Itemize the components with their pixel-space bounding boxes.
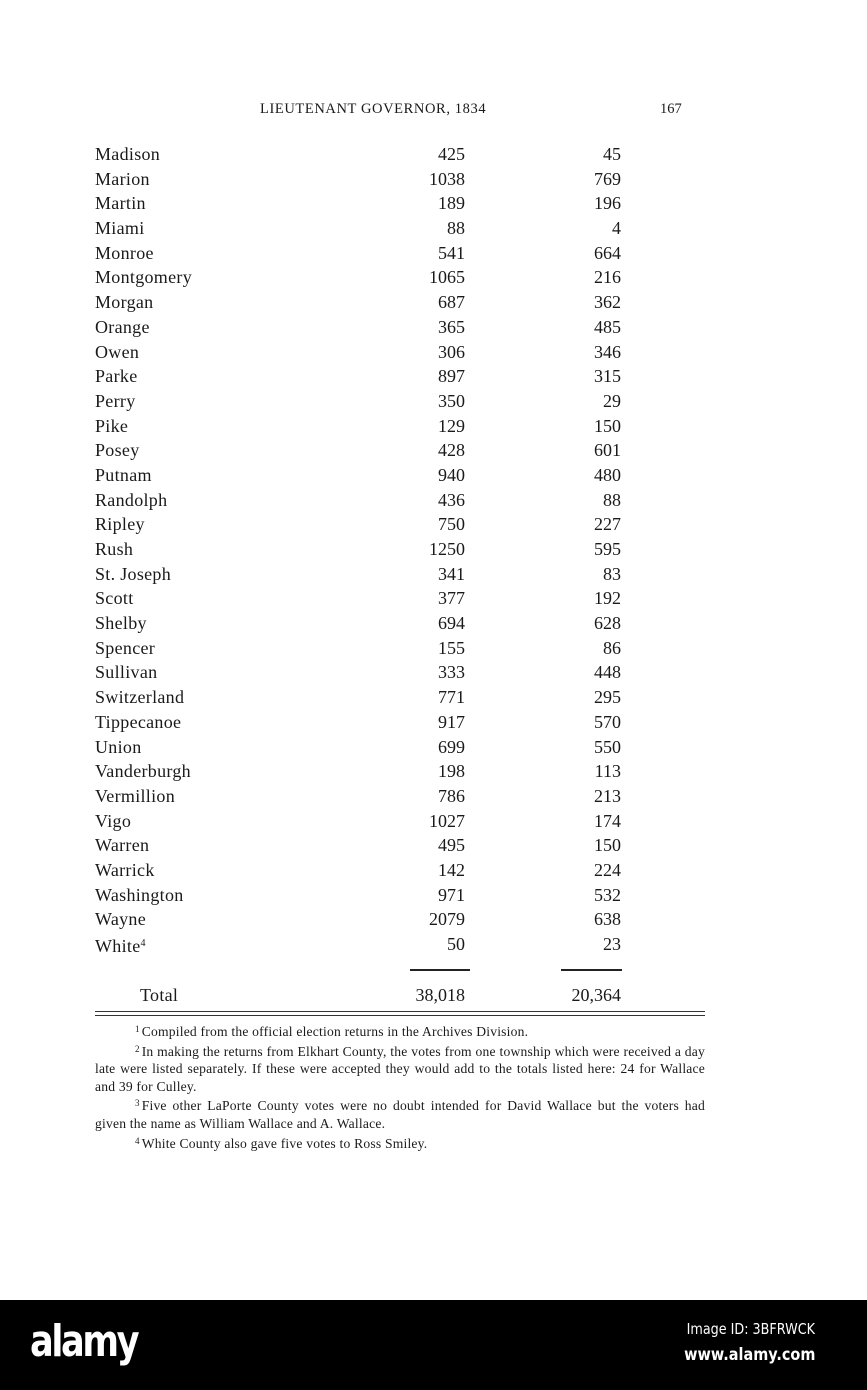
county-name	[95, 315, 150, 340]
county-name	[95, 537, 133, 562]
county-name	[95, 488, 167, 513]
col1-value: 341	[438, 563, 465, 584]
col2-value: 638	[594, 909, 621, 930]
col1-value: 897	[438, 366, 465, 387]
county-name-text: Sullivan	[95, 662, 158, 683]
footnote-text: Compiled from the official election returns in the Archives Division.	[141, 1024, 529, 1039]
footnotes	[95, 1021, 705, 1152]
county-name-text: Tippecanoe	[95, 711, 182, 732]
table-row	[95, 340, 705, 365]
col2-value: 532	[594, 884, 621, 905]
county-name-text: Marion	[95, 168, 150, 189]
col2-value: 550	[594, 736, 621, 757]
col2-value: 664	[594, 242, 621, 263]
col2-value: 4	[612, 218, 621, 239]
col1-value: 786	[438, 785, 465, 806]
col1-value: 1250	[429, 539, 465, 559]
col1-value: 50	[447, 934, 465, 954]
county-name	[95, 685, 184, 710]
col1-value: 425	[438, 144, 465, 164]
county-name-text: Union	[95, 736, 142, 757]
col1-value: 2079	[429, 909, 465, 930]
col1-value: 350	[438, 390, 465, 411]
county-name	[95, 636, 155, 661]
col2-value: 570	[594, 711, 621, 732]
county-name	[95, 809, 131, 834]
county-name	[95, 907, 146, 932]
county-name-text: Morgan	[95, 292, 154, 313]
table-row	[95, 414, 705, 439]
county-name	[95, 735, 142, 760]
county-name	[95, 833, 149, 858]
county-name-text: White	[95, 936, 141, 956]
col1-value: 687	[438, 292, 465, 313]
county-name	[95, 414, 128, 439]
table-row	[95, 142, 705, 167]
col1-value: 377	[438, 588, 465, 609]
page-number: 167	[660, 101, 682, 117]
col1-value: 1038	[429, 168, 465, 189]
footnote-text: Five other LaPorte County votes were no doubt intended for David Wallace but the voters had given the name as William Wallace and A. Wallace.	[95, 1098, 705, 1131]
col2-value: 29	[603, 390, 621, 411]
watermark-bar	[0, 1300, 867, 1390]
county-name-text: Monroe	[95, 242, 154, 263]
col1-value: 495	[438, 835, 465, 856]
county-name-text: St. Joseph	[95, 563, 172, 584]
alamy-logo: alamy	[30, 1316, 138, 1367]
sum-rule-col2	[561, 969, 622, 971]
table-row	[95, 438, 705, 463]
county-name-text: Randolph	[95, 489, 168, 510]
running-header	[0, 101, 867, 121]
footnote-mark: 2	[135, 1043, 140, 1054]
col2-value: 485	[594, 316, 621, 337]
county-name	[95, 216, 145, 241]
county-name	[95, 562, 171, 587]
county-name-text: Wayne	[95, 909, 147, 930]
county-name	[95, 463, 152, 488]
col1-value: 971	[438, 884, 465, 905]
col2-value: 174	[594, 810, 621, 831]
table-row	[95, 562, 705, 587]
col1-value: 699	[438, 736, 465, 757]
col2-value: 595	[594, 539, 621, 559]
county-name-text: Scott	[95, 588, 134, 609]
county-name	[95, 241, 154, 266]
table-row	[95, 809, 705, 834]
footnote-mark: 1	[135, 1024, 140, 1034]
table-row	[95, 488, 705, 513]
county-name-text: Posey	[95, 440, 140, 461]
county-name-text: Ripley	[95, 514, 145, 535]
col2-value: 295	[594, 687, 621, 708]
footnote	[95, 1133, 705, 1153]
table-row	[95, 685, 705, 710]
footnote-mark: 3	[135, 1098, 140, 1109]
table-row	[95, 660, 705, 685]
col2-value: 346	[594, 341, 621, 362]
image-id: Image ID: 3BFRWCK	[686, 1320, 815, 1338]
county-name	[95, 512, 145, 537]
col1-value: 940	[438, 464, 465, 485]
col2-value: 601	[594, 440, 621, 461]
county-name-text: Spencer	[95, 637, 156, 658]
col2-value: 45	[603, 144, 621, 164]
county-name-text: Vanderburgh	[95, 761, 191, 782]
total-col1: 38,018	[415, 985, 465, 1005]
col2-value: 88	[603, 489, 621, 510]
table-row	[95, 512, 705, 537]
col2-value: 769	[594, 168, 621, 189]
col1-value: 694	[438, 613, 465, 634]
footnote	[95, 1021, 705, 1041]
table-row	[95, 191, 705, 216]
county-name-text: Miami	[95, 218, 145, 239]
county-name-text: Parke	[95, 366, 138, 387]
table-row	[95, 611, 705, 636]
col1-value: 750	[438, 514, 465, 535]
county-name	[95, 883, 184, 908]
col2-value: 315	[594, 366, 621, 387]
col1-value: 129	[438, 415, 465, 436]
total-label: Total	[140, 985, 179, 1005]
total-col2: 20,364	[571, 985, 621, 1005]
table-row	[95, 586, 705, 611]
county-name	[95, 438, 140, 463]
col2-value: 628	[594, 613, 621, 634]
table-row	[95, 907, 705, 932]
col1-value: 541	[438, 242, 465, 263]
vote-table	[95, 142, 705, 957]
col2-value: 113	[594, 761, 621, 782]
county-name-text: Pike	[95, 415, 129, 436]
footnote-text: White County also gave five votes to Ross Smiley.	[141, 1135, 428, 1151]
col2-value: 362	[594, 292, 621, 313]
col1-value: 1065	[429, 267, 465, 288]
table-row	[95, 636, 705, 661]
table-row	[95, 463, 705, 488]
col2-value: 150	[594, 835, 621, 856]
county-name-text: Washington	[95, 884, 184, 905]
county-name-text: Warrick	[95, 859, 155, 880]
col1-value: 1027	[429, 810, 465, 831]
col1-value: 917	[438, 711, 465, 732]
county-name-text: Montgomery	[95, 267, 192, 288]
county-name-text: Warren	[95, 835, 150, 856]
col2-value: 448	[594, 662, 621, 683]
footnote-ref: 4	[140, 938, 146, 949]
county-name	[95, 710, 181, 735]
county-name	[95, 389, 136, 414]
col1-value: 189	[438, 193, 465, 214]
total-row	[95, 982, 705, 1008]
table-row	[95, 833, 705, 858]
col1-value: 365	[438, 316, 465, 337]
col1-value: 428	[438, 440, 465, 461]
col2-value: 23	[603, 934, 621, 954]
county-name	[95, 191, 146, 216]
table-row	[95, 784, 705, 809]
double-rule-bottom	[95, 1015, 705, 1016]
page-title: LIEUTENANT GOVERNOR, 1834	[260, 101, 487, 117]
col2-value: 213	[594, 785, 621, 806]
county-name	[95, 858, 155, 883]
table-row	[95, 883, 705, 908]
table-row	[95, 710, 705, 735]
county-name	[95, 932, 146, 959]
county-name	[95, 265, 192, 290]
table-row	[95, 241, 705, 266]
county-name	[95, 586, 134, 611]
table-row	[95, 759, 705, 784]
county-name-text: Vigo	[95, 810, 132, 831]
table-row	[95, 315, 705, 340]
col1-value: 306	[438, 341, 465, 362]
county-name	[95, 340, 139, 365]
county-name-text: Martin	[95, 193, 146, 214]
footnote-text: In making the returns from Elkhart County, the votes from one township which were received a day late were listed separately. If these were accepted they would add to the totals listed here: 24 for Wallace and 39 for Culley.	[95, 1043, 705, 1094]
table-row	[95, 265, 705, 290]
col1-value: 771	[438, 687, 465, 708]
county-name-text: Vermillion	[95, 785, 175, 806]
col2-value: 480	[594, 464, 621, 485]
county-name-text: Shelby	[95, 613, 147, 634]
county-name	[95, 167, 150, 192]
county-name	[95, 784, 175, 809]
county-name-text: Madison	[95, 144, 161, 164]
table-row	[95, 735, 705, 760]
col2-value: 192	[594, 588, 621, 609]
table-row	[95, 364, 705, 389]
table-row	[95, 932, 705, 957]
col2-value: 83	[603, 563, 621, 584]
col2-value: 216	[594, 267, 621, 288]
footnote	[95, 1041, 705, 1096]
col1-value: 333	[438, 662, 465, 683]
table-row	[95, 858, 705, 883]
footnote	[95, 1095, 705, 1132]
site-url: www.alamy.com	[683, 1345, 815, 1365]
table-row	[95, 537, 705, 562]
col2-value: 196	[594, 193, 621, 214]
col2-value: 86	[603, 637, 621, 658]
county-name-text: Orange	[95, 316, 150, 337]
table-row	[95, 167, 705, 192]
col1-value: 142	[438, 859, 465, 880]
county-name	[95, 364, 137, 389]
county-name	[95, 142, 160, 167]
footnote-mark: 4	[135, 1135, 140, 1146]
table-row	[95, 216, 705, 241]
county-name	[95, 290, 153, 315]
sum-rule-col1	[410, 969, 470, 971]
county-name-text: Rush	[95, 539, 134, 559]
table-row	[95, 290, 705, 315]
col1-value: 88	[447, 218, 465, 239]
col1-value: 155	[438, 637, 465, 658]
county-name	[95, 660, 157, 685]
county-name-text: Putnam	[95, 464, 152, 485]
col2-value: 150	[594, 415, 621, 436]
col2-value: 227	[594, 514, 621, 535]
col1-value: 436	[438, 489, 465, 510]
county-name-text: Owen	[95, 341, 140, 362]
county-name	[95, 611, 147, 636]
col2-value: 224	[594, 859, 621, 880]
county-name-text: Perry	[95, 390, 136, 411]
county-name-text: Switzerland	[95, 687, 185, 708]
col1-value: 198	[438, 761, 465, 782]
double-rule-top	[95, 1011, 705, 1012]
county-name	[95, 759, 191, 784]
table-row	[95, 389, 705, 414]
